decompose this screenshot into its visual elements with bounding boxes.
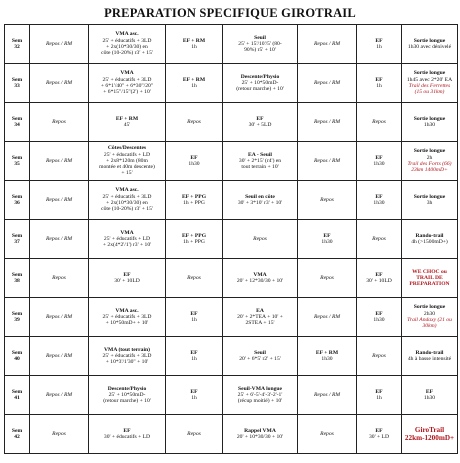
- session-detail: 20' + 2*TEA + 10' +: [237, 313, 283, 320]
- session-title: Sortie longue: [413, 37, 446, 44]
- rest-cell: [30, 337, 89, 376]
- week-label-text: Sem: [11, 115, 23, 122]
- session-cell: [357, 25, 402, 64]
- session-detail: + 2x(10*30/30) en: [106, 44, 148, 50]
- session-title: EA: [256, 307, 264, 314]
- session-detail: Repos / RM: [45, 313, 73, 320]
- week-row: [5, 64, 458, 103]
- session-detail: 2h30: [423, 310, 436, 317]
- session-cell: [357, 64, 402, 103]
- session-cell: [402, 220, 458, 259]
- rest-cell: [298, 64, 357, 103]
- week-label-text: 36: [14, 200, 20, 206]
- session-detail: 1h45 avec 2*20' EA: [406, 76, 453, 83]
- session-title: EF: [323, 232, 331, 239]
- session-detail: 1h: [191, 317, 197, 323]
- session-cell: [223, 298, 298, 337]
- session-detail: 4h à basse intensité: [407, 356, 452, 362]
- session-cell: [223, 376, 298, 415]
- week-label: [5, 64, 30, 103]
- session-detail: 1h: [191, 356, 197, 362]
- session-detail: 45': [123, 122, 131, 128]
- session-detail: 30' + LD: [368, 434, 389, 440]
- week-label-text: 33: [14, 83, 20, 89]
- session-detail: Repos: [187, 118, 201, 125]
- session-detail: 1h30: [423, 395, 436, 401]
- session-cell: [89, 376, 166, 415]
- session-cell: [223, 337, 298, 376]
- session-detail: 1h30: [321, 356, 333, 362]
- session-cell: [89, 337, 166, 376]
- session-title: Seuil: [254, 34, 266, 41]
- rest-cell: [298, 259, 357, 298]
- session-cell: [89, 220, 166, 259]
- session-detail: + 10*50mD+ + 10': [105, 320, 149, 327]
- session-detail: Repos: [372, 235, 386, 242]
- session-detail: 1h: [376, 395, 382, 401]
- session-title: VMA asc.: [115, 187, 139, 194]
- session-cell: [223, 25, 298, 64]
- session-detail: 25' + 10*50mD-: [108, 391, 146, 398]
- session-detail: 25' + éducatifs + 3LD: [102, 352, 152, 359]
- session-detail: Repos / RM: [313, 157, 341, 164]
- session-detail: + 15': [121, 170, 133, 177]
- rest-cell: [30, 181, 89, 220]
- session-cell: [166, 25, 223, 64]
- session-detail: 20' + 10*30/30 + 10': [236, 434, 284, 440]
- session-detail: 30' + 10LD: [366, 278, 392, 284]
- week-label-text: 35: [14, 161, 20, 167]
- race-note: Trail des Ferrettes: [408, 83, 451, 89]
- session-detail: 1h30: [423, 122, 436, 128]
- week-row: [5, 181, 458, 220]
- session-detail: Repos / RM: [45, 352, 73, 359]
- rest-cell: [357, 220, 402, 259]
- week-label-text: Sem: [11, 427, 23, 434]
- session-cell: [223, 64, 298, 103]
- session-detail: Repos / RM: [313, 40, 341, 47]
- week-label-text: Sem: [11, 37, 23, 44]
- rest-cell: [30, 64, 89, 103]
- week-label-text: Sem: [11, 193, 23, 200]
- session-title: Descente/Physio: [240, 73, 280, 80]
- session-title: Seuil: [254, 349, 266, 356]
- session-detail: 30' + 3*10' r3' + 10': [237, 200, 283, 206]
- session-title: EF: [375, 271, 383, 278]
- rest-cell: [298, 181, 357, 220]
- session-detail: (récup moitié) + 10': [237, 398, 283, 405]
- session-detail: 30' + 2*15' (r4') en: [238, 157, 282, 164]
- session-cell: [402, 181, 458, 220]
- session-cell: [89, 415, 166, 454]
- rest-cell: [298, 415, 357, 454]
- session-detail: 2STEA + 15': [245, 320, 275, 327]
- session-title: VMA (tout terrain): [104, 346, 150, 353]
- session-detail: 20' + 6*5' r2' + 15': [239, 356, 281, 362]
- session-detail: 25' + 15'/10'/5' (80-: [238, 40, 282, 47]
- session-cell: [89, 259, 166, 298]
- race-note: PREPARATION: [409, 281, 450, 288]
- session-detail: Repos / RM: [45, 235, 73, 242]
- session-cell: [166, 220, 223, 259]
- session-detail: tout terrain + 10': [241, 164, 279, 171]
- session-detail: Repos / RM: [313, 391, 341, 398]
- week-label-text: 34: [14, 122, 20, 128]
- training-plan-body: [5, 25, 458, 454]
- session-cell: [357, 376, 402, 415]
- session-detail: Repos: [320, 196, 334, 203]
- session-detail: Repos / RM: [45, 157, 73, 164]
- session-cell: [298, 337, 357, 376]
- week-label-text: Sem: [11, 310, 23, 317]
- session-title: EF: [190, 310, 198, 317]
- session-detail: 25' + 10*50mD-: [241, 79, 279, 86]
- week-label-text: Sem: [11, 76, 23, 83]
- session-title: VMA: [120, 70, 134, 77]
- session-detail: 1h: [191, 83, 197, 89]
- session-cell: [89, 64, 166, 103]
- week-label-text: 38: [14, 278, 20, 284]
- session-detail: 1h30: [373, 161, 385, 167]
- week-row: [5, 298, 458, 337]
- session-title: EF: [375, 388, 383, 395]
- session-cell: [402, 103, 458, 142]
- session-detail: Repos: [187, 274, 201, 281]
- session-title: EF + RM: [182, 76, 206, 83]
- session-cell: [402, 142, 458, 181]
- rest-cell: [30, 220, 89, 259]
- week-label-text: Sem: [11, 349, 23, 356]
- session-detail: 30' + éducatifs + LD: [103, 434, 151, 440]
- rest-cell: [298, 376, 357, 415]
- week-label: [5, 220, 30, 259]
- session-cell: [223, 259, 298, 298]
- session-cell: [223, 142, 298, 181]
- training-plan-table: [4, 24, 458, 454]
- session-detail: 20' + 12*30/30 + 10': [236, 278, 284, 284]
- session-detail: Repos / RM: [45, 40, 73, 47]
- session-cell: [89, 25, 166, 64]
- session-cell: [166, 142, 223, 181]
- session-cell: [402, 64, 458, 103]
- week-row: [5, 220, 458, 259]
- session-detail: Repos: [372, 118, 386, 125]
- session-title: Descente/Physio: [107, 385, 147, 392]
- rest-cell: [298, 142, 357, 181]
- week-row: [5, 415, 458, 454]
- session-title: EF + RM: [115, 115, 139, 122]
- session-detail: Repos: [52, 430, 66, 437]
- session-cell: [402, 415, 458, 454]
- session-title: EF: [256, 115, 264, 122]
- rest-cell: [30, 25, 89, 64]
- session-detail: 1h30 avec dénivelé: [407, 44, 452, 50]
- session-detail: côte (10-20%) r3' + 15': [101, 50, 153, 57]
- session-cell: [166, 376, 223, 415]
- rest-cell: [166, 415, 223, 454]
- session-detail: + 2x(10*30/30) en: [106, 200, 148, 206]
- session-detail: 25' + éducatifs + 3LD: [102, 193, 152, 200]
- session-title: EF: [375, 154, 383, 161]
- week-label-text: Sem: [11, 154, 23, 161]
- rest-cell: [223, 220, 298, 259]
- rest-cell: [357, 103, 402, 142]
- session-cell: [402, 25, 458, 64]
- session-title: EF: [190, 154, 198, 161]
- week-label: [5, 337, 30, 376]
- week-label: [5, 376, 30, 415]
- race-note: 23km 1400mD+: [411, 167, 448, 174]
- session-title: EF + PPG: [181, 193, 207, 200]
- race-note: GiroTrail: [414, 426, 445, 434]
- session-cell: [402, 376, 458, 415]
- session-detail: montée et 40m descente): [99, 164, 155, 171]
- session-detail: + 2x(4*2'/1') r3' + 10': [102, 242, 152, 249]
- session-cell: [402, 259, 458, 298]
- session-detail: Repos: [52, 274, 66, 281]
- week-label: [5, 25, 30, 64]
- week-label-text: 41: [14, 395, 20, 401]
- rest-cell: [30, 103, 89, 142]
- week-row: [5, 25, 458, 64]
- session-detail: 30' + 5LD: [248, 122, 272, 128]
- session-detail: 1h30: [321, 239, 333, 245]
- rest-cell: [30, 142, 89, 181]
- session-cell: [166, 337, 223, 376]
- week-label-text: 32: [14, 44, 20, 50]
- week-label-text: 39: [14, 317, 20, 323]
- week-label-text: 42: [14, 434, 20, 440]
- session-detail: 2h: [426, 154, 433, 161]
- week-label: [5, 415, 30, 454]
- week-label-text: Sem: [11, 232, 23, 239]
- rest-cell: [166, 259, 223, 298]
- session-title: EF + RM: [315, 349, 339, 356]
- session-detail: 30' + 10LD: [114, 278, 140, 284]
- session-title: Sortie longue: [413, 304, 446, 311]
- session-cell: [223, 103, 298, 142]
- session-detail: 25' + éducatifs + 3LD: [102, 37, 152, 44]
- session-title: Sortie longue: [413, 70, 446, 77]
- week-label-text: 37: [14, 239, 20, 245]
- session-detail: 90%) r5' + 10': [244, 47, 276, 54]
- session-title: EA - Seuil: [248, 151, 272, 158]
- session-detail: 1h30: [373, 317, 385, 323]
- session-title: Rappel VMA: [244, 427, 276, 434]
- session-detail: Repos: [320, 430, 334, 437]
- session-title: Sortie longue: [413, 115, 446, 122]
- session-title: Seuil en côte: [245, 193, 275, 200]
- session-cell: [166, 64, 223, 103]
- week-row: [5, 142, 458, 181]
- session-detail: Repos: [253, 235, 267, 242]
- session-detail: Repos: [52, 118, 66, 125]
- session-detail: 1h: [376, 44, 382, 50]
- session-detail: 1h: [376, 83, 382, 89]
- session-title: EF: [190, 349, 198, 356]
- session-title: EF + RM: [182, 37, 206, 44]
- rest-cell: [166, 103, 223, 142]
- session-detail: 3h: [426, 200, 433, 206]
- week-label: [5, 103, 30, 142]
- session-title: EF: [375, 76, 383, 83]
- page-title: PREPARATION SPECIFIQUE GIROTRAIL: [104, 6, 356, 20]
- week-row: [5, 103, 458, 142]
- session-title: EF: [375, 427, 383, 434]
- session-cell: [402, 298, 458, 337]
- session-cell: [357, 298, 402, 337]
- rest-cell: [357, 337, 402, 376]
- race-note: WE CHOC ou TRAIL DE: [412, 268, 447, 281]
- week-label-text: Sem: [11, 271, 23, 278]
- rest-cell: [298, 103, 357, 142]
- race-note: Trail Andaxy (21 ou 30km): [407, 317, 452, 330]
- week-label: [5, 298, 30, 337]
- session-title: EF: [375, 310, 383, 317]
- session-detail: + 10*3'/1'30" + 10': [105, 359, 149, 366]
- session-detail: côte (10-20%) r3' + 15': [101, 206, 153, 213]
- session-title: EF: [375, 193, 383, 200]
- session-detail: 4h (>1500mD+): [411, 239, 448, 245]
- session-title: VMA: [253, 271, 267, 278]
- session-detail: 25' + éducatifs + 3LD: [102, 313, 152, 320]
- week-row: [5, 376, 458, 415]
- session-cell: [223, 415, 298, 454]
- session-detail: 1h: [191, 395, 197, 401]
- session-cell: [357, 142, 402, 181]
- session-title: EF + PPG: [181, 232, 207, 239]
- session-cell: [402, 337, 458, 376]
- race-note: 22km-1200mD+: [404, 434, 455, 442]
- session-cell: [89, 103, 166, 142]
- session-detail: Repos: [320, 274, 334, 281]
- session-title: Sortie longue: [413, 193, 446, 200]
- session-cell: [223, 181, 298, 220]
- session-detail: + 6*15"/15"(2') + 10': [103, 89, 151, 96]
- week-label: [5, 142, 30, 181]
- session-title: VMA: [120, 229, 134, 236]
- rest-cell: [298, 25, 357, 64]
- session-title: Seuil-VMA longue: [238, 385, 282, 392]
- rest-cell: [30, 376, 89, 415]
- rest-cell: [30, 259, 89, 298]
- session-detail: 1h30: [373, 200, 385, 206]
- session-cell: [298, 220, 357, 259]
- session-title: EF: [425, 388, 434, 395]
- session-cell: [166, 181, 223, 220]
- session-detail: Repos: [372, 352, 386, 359]
- session-title: Rando-trail: [415, 349, 444, 356]
- session-title: VMA asc.: [115, 307, 139, 314]
- session-detail: (retour marche) + 10': [236, 86, 284, 93]
- session-detail: 25' + éducatifs + 3LD: [102, 76, 152, 83]
- session-cell: [89, 142, 166, 181]
- session-detail: + 6*1'/40" + 6*30"/20": [100, 83, 154, 89]
- session-detail: 25' + éducatifs + LD: [103, 235, 151, 242]
- session-detail: 1h: [191, 44, 197, 50]
- session-title: EF: [123, 427, 131, 434]
- session-cell: [357, 259, 402, 298]
- session-detail: Repos / RM: [313, 118, 341, 125]
- session-title: Côtes/Descentes: [107, 145, 147, 152]
- week-label: [5, 181, 30, 220]
- session-cell: [89, 181, 166, 220]
- session-detail: 1h30: [188, 161, 200, 167]
- race-note: (15 ou 31km): [414, 89, 445, 96]
- session-title: Rando-trail: [415, 232, 444, 239]
- week-row: [5, 259, 458, 298]
- session-title: Sortie longue: [413, 148, 446, 155]
- session-title: EF: [123, 271, 131, 278]
- rest-cell: [298, 298, 357, 337]
- session-detail: 1h + PPG: [183, 200, 205, 206]
- session-detail: Repos / RM: [313, 79, 341, 86]
- session-cell: [357, 415, 402, 454]
- week-label-text: Sem: [11, 388, 23, 395]
- week-label: [5, 259, 30, 298]
- session-detail: 25' + éducatifs + LD: [103, 151, 151, 158]
- week-row: [5, 337, 458, 376]
- week-label-text: 40: [14, 356, 20, 362]
- session-title: VMA asc.: [115, 31, 139, 38]
- session-cell: [89, 298, 166, 337]
- session-detail: + 2x8*120m (80m: [106, 157, 148, 164]
- rest-cell: [30, 298, 89, 337]
- session-title: EF: [375, 37, 383, 44]
- session-title: EF: [190, 388, 198, 395]
- race-note: Trail des Forts (66): [407, 161, 452, 167]
- session-detail: Repos / RM: [45, 79, 73, 86]
- session-detail: (retour marche) + 10': [103, 398, 151, 405]
- session-cell: [166, 298, 223, 337]
- rest-cell: [30, 415, 89, 454]
- session-detail: 25' + 6'-5'-4'-3'-2'-1': [237, 391, 283, 398]
- session-detail: Repos / RM: [45, 391, 73, 398]
- session-detail: Repos / RM: [45, 196, 73, 203]
- session-detail: 1h + PPG: [183, 239, 205, 245]
- session-cell: [357, 181, 402, 220]
- session-detail: Repos: [187, 430, 201, 437]
- session-detail: Repos / RM: [313, 313, 341, 320]
